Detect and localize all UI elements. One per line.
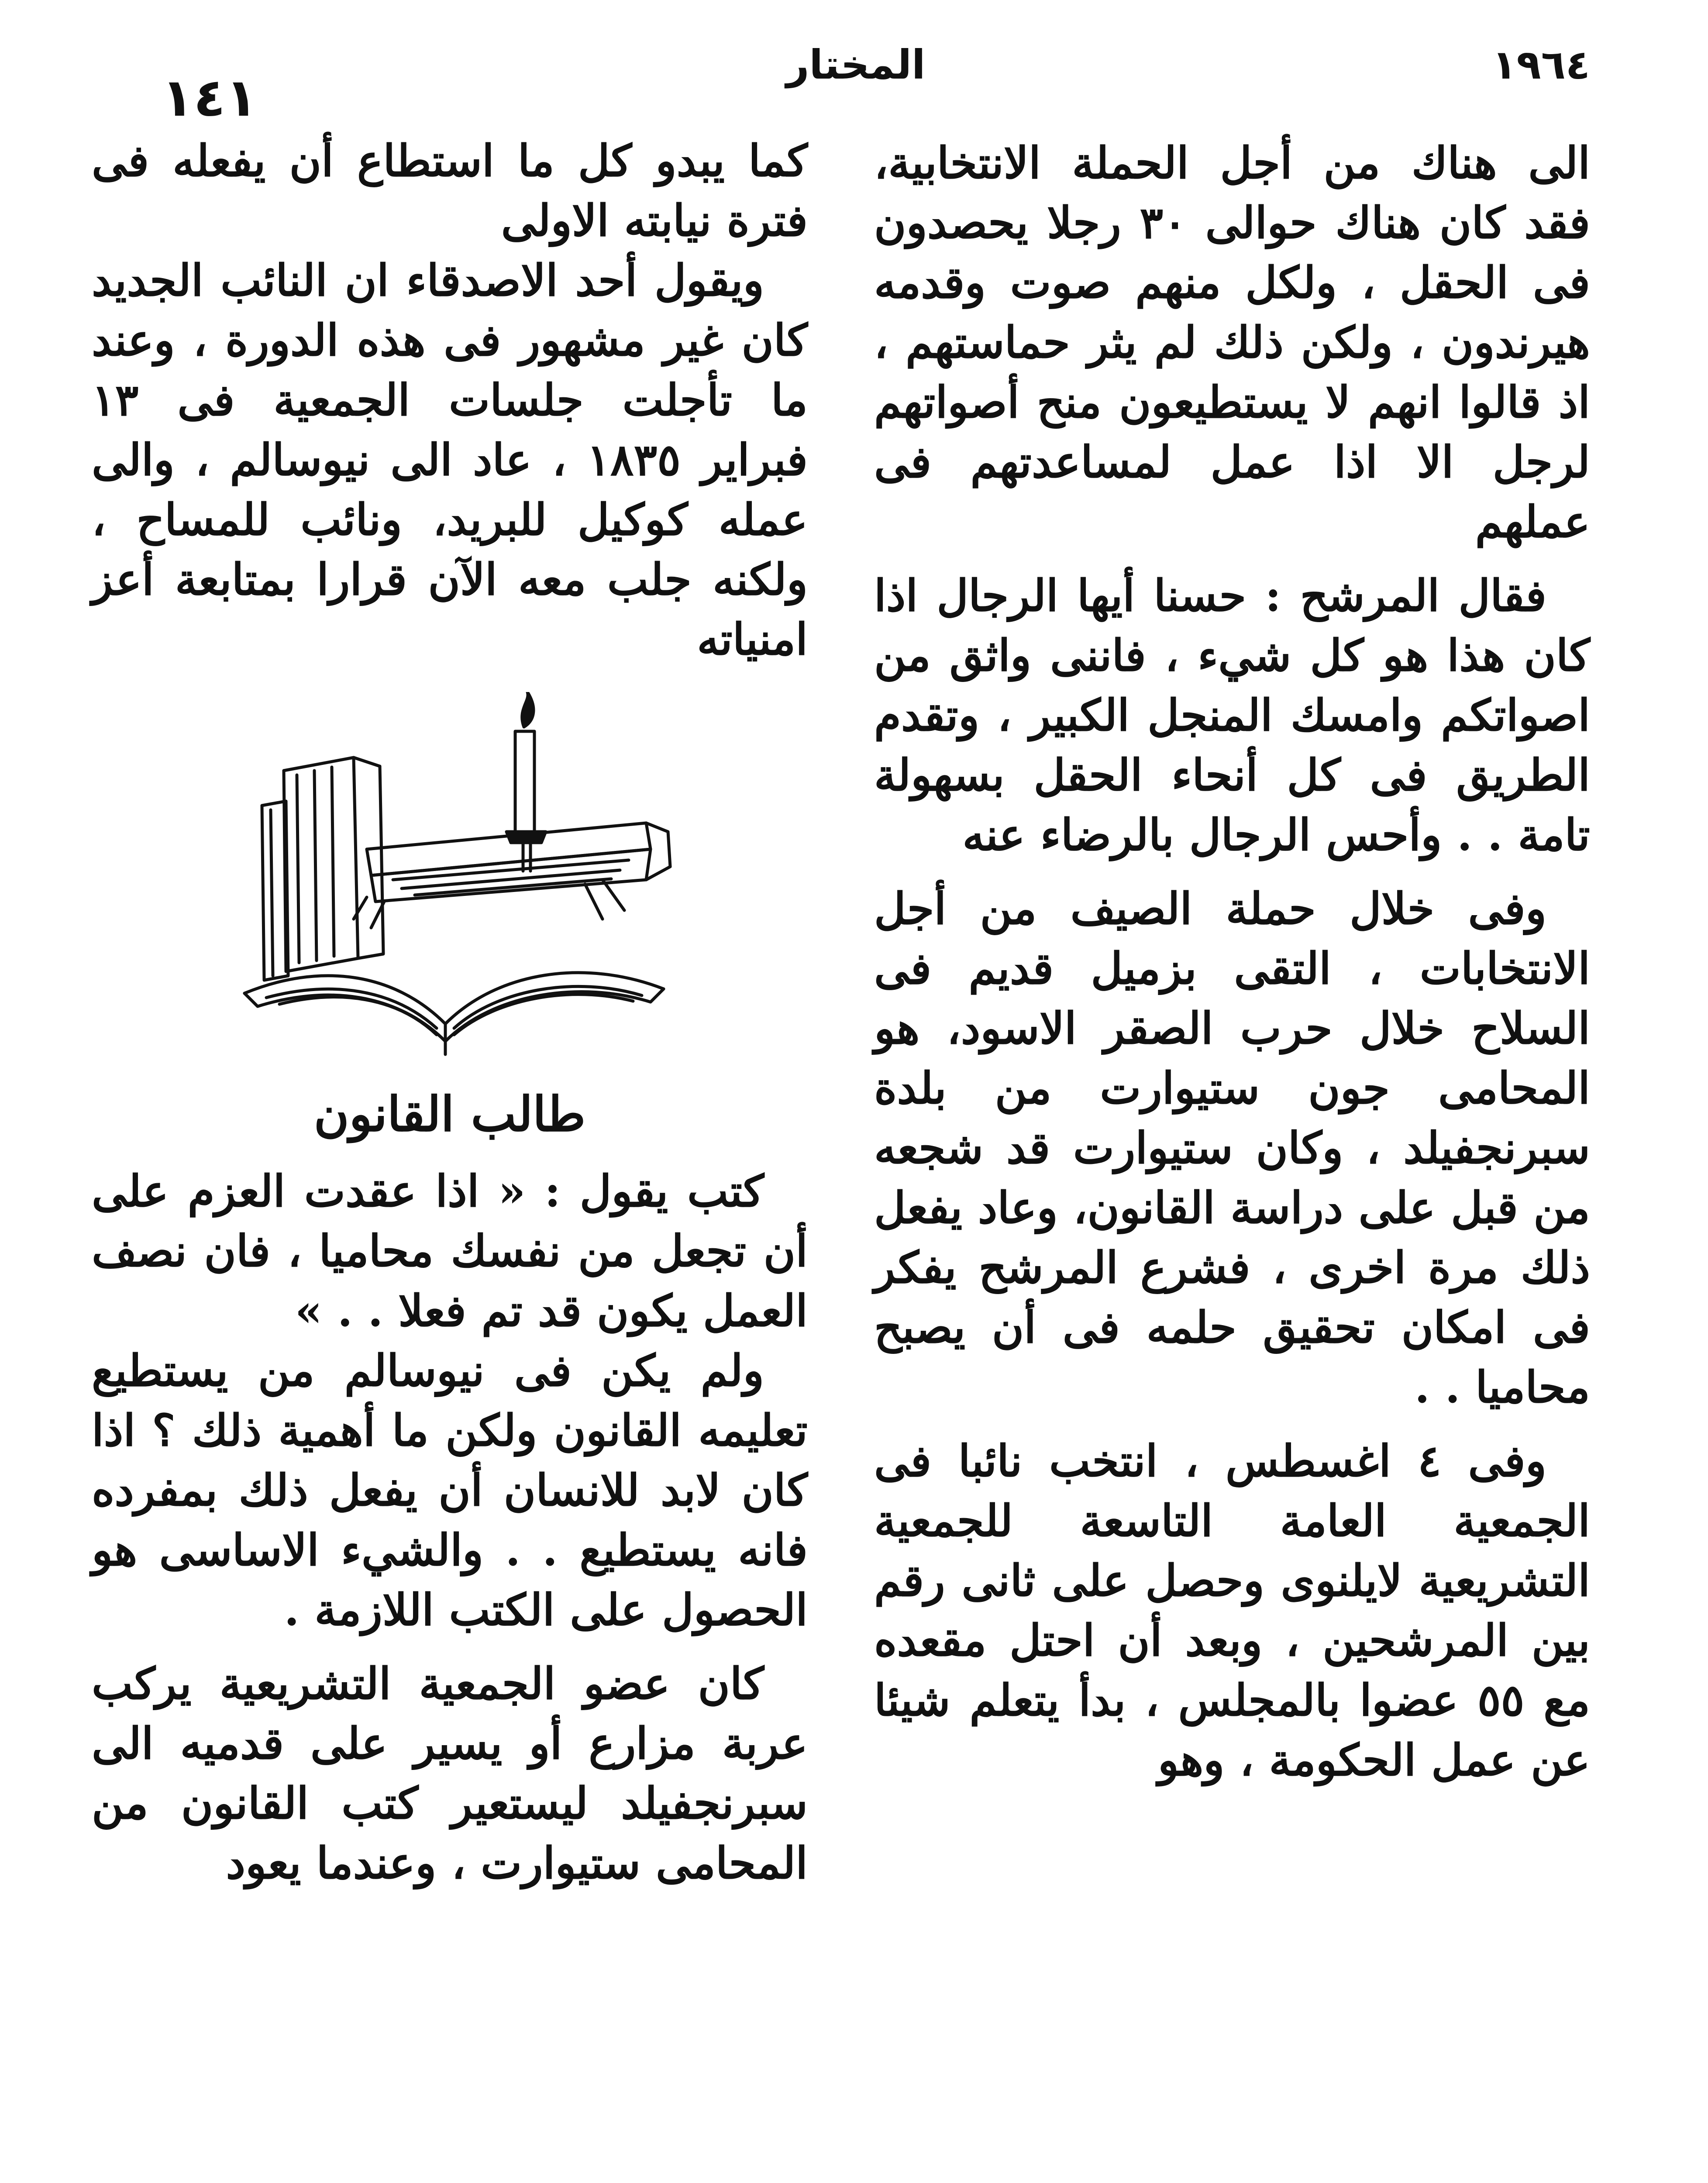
- header-title: المختار: [786, 41, 926, 88]
- paragraph: ولم يكن فى نيوسالم من يستطيع تعليمه القانون ولكن ما أهمية ذلك ؟ اذا كان لابد للانسان أن يفعل ذلك بمفرده فانه يستطيع . . والشيء الاساسى هو الحصول على الكتب اللازمة .: [92, 1345, 808, 1636]
- paragraph: وفى ٤ اغسطس ، انتخب نائبا فى الجمعية العامة التاسعة للجمعية التشريعية لايلنوى وحصل على ثانى رقم بين المرشحين ، وبعد أن احتل مقعده مع ٥٥ عضوا بالمجلس ، بدأ يتعلم شيئا عن عمل الحكومة ، وهو: [874, 1435, 1591, 1786]
- paragraph: كتب يقول : « اذا عقدت العزم على أن تجعل من نفسك محاميا ، فان نصف العمل يكون قد تم فعلا . . »: [92, 1165, 808, 1336]
- paragraph: الى هناك من أجل الحملة الانتخابية، فقد كان هناك حوالى ٣٠ رجلا يحصدون فى الحقل ، ولكل منهم صوت وقدمه هيرندون ، ولكن ذلك لم يثر حماستهم ، اذ قالوا انهم لا يستطيعون منح أصواتهم لرجل الا اذا عمل لمساعدتهم فى عملهم: [874, 137, 1590, 547]
- right-column: [874, 133, 1590, 1790]
- left-column: [92, 131, 808, 1893]
- paragraph: وفى خلال حملة الصيف من أجل الانتخابات ، التقى بزميل قديم فى السلاح خلال حرب الصقر الاسود، هو المحامى جون ستيوارت من بلدة سبرنجفيلد ، وكان ستيوارت قد شجعه من قبل على دراسة القانون، وعاد يفعل ذلك مرة اخرى ، فشرع المرشح يفكر فى امكان تحقيق حلمه فى أن يصبح محاميا . .: [874, 883, 1590, 1413]
- books-and-candle-icon: [92, 692, 808, 1067]
- page-header: [0, 41, 1708, 128]
- section-title: طالب القانون: [313, 1086, 586, 1142]
- header-year: ١٩٦٤: [1492, 41, 1590, 88]
- page-number: ١٤١: [162, 68, 258, 128]
- paragraph: ويقول أحد الاصدقاء ان النائب الجديد كان غير مشهور فى هذه الدورة ، وعند ما تأجلت جلسات الجمعية فى ١٣ فبراير ١٨٣٥ ، عاد الى نيوسالم ، والى عمله كوكيل للبريد، ونائب للمساح ، ولكنه جلب معه الآن قرارا بمتابعة أعز امنياته: [92, 255, 808, 665]
- paragraph: فقال المرشح : حسنا أيها الرجال اذا كان هذا هو كل شيء ، فاننى واثق من اصواتكم وامسك المنجل الكبير ، وتقدم الطريق فى كل أنحاء الحقل بسهولة تامة . . وأحس الرجال بالرضاء عنه: [874, 570, 1590, 861]
- paragraph: كان عضو الجمعية التشريعية يركب عربة مزارع أو يسير على قدميه الى سبرنجفيلد ليستعير كتب القانون من المحامى ستيوارت ، وعندما يعود: [92, 1658, 808, 1889]
- paragraph: كما يبدو كل ما استطاع أن يفعله فى فترة نيابته الاولى: [92, 135, 808, 246]
